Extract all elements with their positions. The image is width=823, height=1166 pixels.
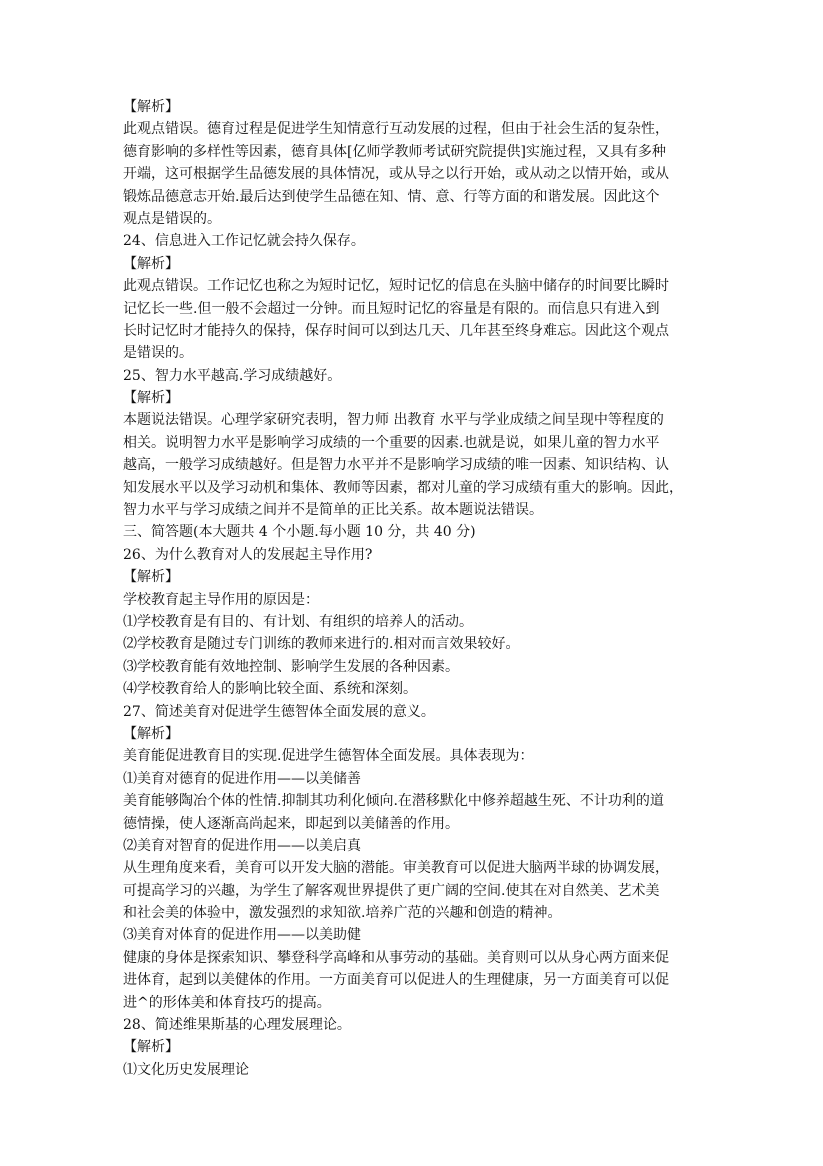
text-line: 【解析】 [123, 99, 179, 115]
text-line: 美育能够陶冶个体的性情.抑制其功利化倾向.在潜移默化中修养超越生死、不计功利的道 [123, 793, 664, 810]
text-line: 从生理角度来看，美育可以开发大脑的潜能。审美教育可以促进大脑两半球的协调发展， [123, 860, 669, 877]
text-line: 相关。说明智力水平是影响学习成绩的一个重要的因素.也就是说，如果儿童的智力水平 [123, 434, 660, 451]
text-line: 锻炼品德意志开始.最后达到使学生品德在知、情、意、行等方面的和谐发展。因此这个 [123, 188, 660, 205]
text-line: 此观点错误。工作记忆也称之为短时记忆，短时记忆的信息在头脑中储存的时间要比瞬时 [123, 278, 669, 295]
text-line: 德育影响的多样性等因素，德育具体[亿师学教师考试研究院提供]实施过程，又具有多种 [123, 143, 666, 160]
text-line: 和社会美的体验中，激发强烈的求知欲.培养广范的兴趣和创造的精神。 [123, 905, 562, 922]
text-line: 【解析】 [123, 1039, 179, 1056]
list-item: ⑴学校教育是有目的、有计划、有组织的培养人的活动。 [123, 613, 473, 630]
list-item: ⑷学校教育给人的影响比较全面、系统和深刻。 [123, 681, 417, 698]
list-item: ⑶学校教育能有效地控制、影响学生发展的各种因素。 [123, 658, 459, 675]
text-line: 开端，这可根据学生品德发展的具体情况，或从导之以行开始，或从动之以情开始，或从 [123, 166, 669, 183]
text-line: 长时记忆时才能持久的保持，保存时间可以到达几天、几年甚至终身难忘。因此这个观点 [123, 322, 669, 339]
text-line: 记忆长一些.但一般不会超过一分钟。而且短时记忆的容量是有限的。而信息只有进入到 [123, 300, 660, 317]
text-line: 越高，一般学习成绩越好。但是智力水平并不是影响学习成绩的唯一因素、知识结构、认 [123, 457, 669, 474]
text-line: 【解析】 [123, 725, 179, 742]
text-line: 【解析】 [123, 569, 179, 586]
list-item: ⑶美育对体育的促进作用——以美助健 [123, 927, 361, 944]
text-line: 是错误的。 [123, 345, 193, 362]
document-page [123, 96, 703, 1081]
text-line: 智力水平与学习成绩之间并不是简单的正比关系。故本题说法错误。 [123, 502, 543, 519]
question-28: 28、简述维果斯基的心理发展理论。 [123, 1017, 351, 1034]
list-item: ⑵学校教育是随过专门训练的教师来进行的.相对而言效果较好。 [123, 636, 520, 653]
text-line: 美育能促进教育目的实现.促进学生德智体全面发展。具体表现为： [123, 748, 534, 765]
text-line: 知发展水平以及学习动机和集体、教师等因素，都对儿童的学习成绩有重大的影响。因此， [123, 479, 683, 496]
question-27: 27、简述美育对促进学生德智体全面发展的意义。 [123, 703, 435, 720]
list-item: ⑵美育对智育的促进作用——以美启真 [123, 837, 361, 854]
question-26: 26、为什么教育对人的发展起主导作用? [123, 546, 373, 563]
text-line: 【解析】 [123, 390, 179, 407]
text-line: 可提高学习的兴趣，为学生了解客观世界提供了更广阔的空间.使其在对自然美、艺术美 [123, 882, 660, 899]
text-line: 进^的形体美和体育技巧的提高。 [123, 994, 331, 1011]
section-heading: 三、简答题(本大题共 4 个小题.每小题 10 分，共 40 分) [123, 524, 476, 541]
text-line: 德情操，使人逐渐高尚起来，即起到以美储善的作用。 [123, 815, 459, 832]
text-line: 观点是错误的。 [123, 210, 221, 227]
text-line: 学校教育起主导作用的原因是： [123, 591, 319, 608]
text-line: 进体育，起到以美健体的作用。一方面美育可以促进人的生理健康，另一方面美育可以促 [123, 972, 669, 989]
question-25: 25、智力水平越高.学习成绩越好。 [123, 367, 342, 384]
text-line: 【解析】 [123, 255, 179, 272]
text-line: 此观点错误。德育过程是促进学生知情意行互动发展的过程，但由于社会生活的复杂性， [123, 121, 669, 138]
text-line: 本题说法错误。心理学家研究表明，智力师 出教育 水平与学业成绩之间呈现中等程度的 [123, 412, 664, 429]
list-item: ⑴美育对德育的促进作用——以美储善 [123, 770, 361, 787]
text-line: 健康的身体是探索知识、攀登科学高峰和从事劳动的基础。美育则可以从身心两方面来促 [123, 949, 669, 966]
question-24: 24、信息进入工作记忆就会持久保存。 [123, 233, 365, 250]
list-item: ⑴文化历史发展理论 [123, 1061, 249, 1078]
